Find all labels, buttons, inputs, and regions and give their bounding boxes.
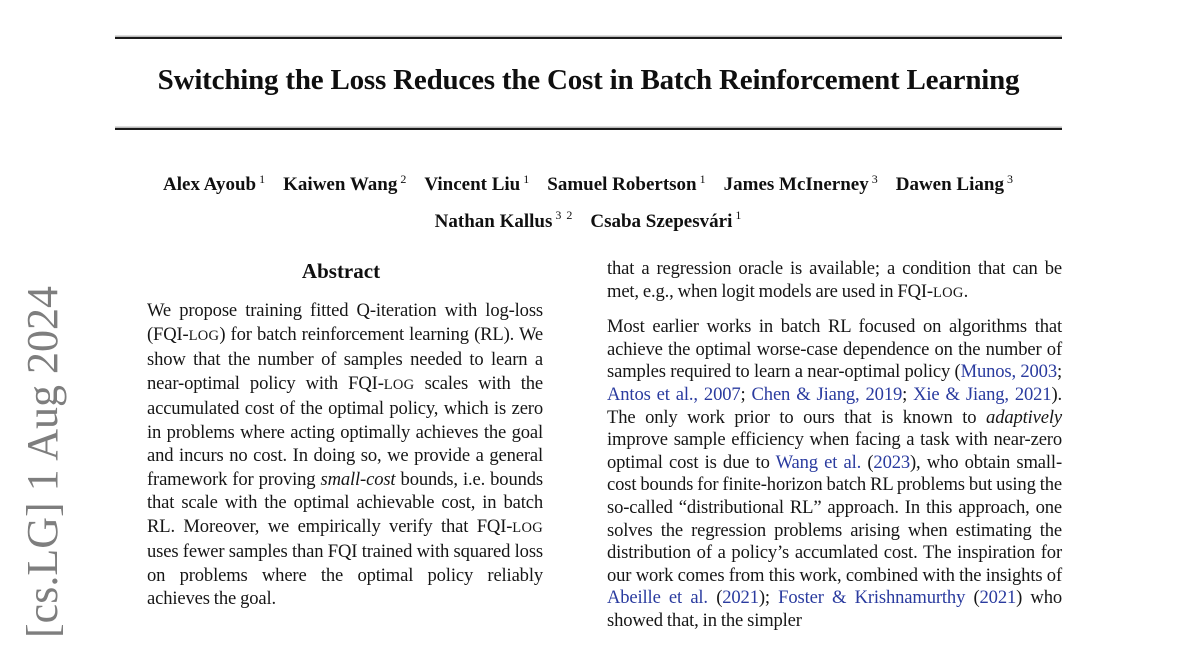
author-line-1 bbox=[90, 164, 1087, 200]
text-segment: ; bbox=[740, 383, 752, 405]
text-segment: ( bbox=[965, 587, 980, 609]
text-segment: ( bbox=[707, 587, 723, 609]
author-name bbox=[896, 174, 1014, 195]
author-affiliation-sup: 3 2 bbox=[555, 208, 574, 223]
intro-paragraph-related-work bbox=[607, 316, 1062, 632]
text-segment: bounds, i.e. bounds that scale with the optimal achievable cost, in batch RL. Moreover, we empirically verify that FQI- bbox=[147, 468, 543, 537]
text-segment: ), who obtain small-cost bounds for finite-horizon batch RL problems but using the so-called “distributional RL” approach. In this approach, one solves the regression problems arising when estimating the distribution of a policy’s accumlated cost. The inspiration for our work comes from this work, combined with the insights of bbox=[607, 451, 1062, 586]
author-name bbox=[434, 208, 574, 232]
text-segment: ); bbox=[758, 587, 779, 609]
text-segment: small-cost bbox=[320, 468, 396, 490]
text-segment: scales with the accumulated cost of the optimal policy, which is zero in problems where acting optimally achieves the goal and incurs no cost. In doing so, we provide a general framework for proving bbox=[147, 372, 544, 490]
citation-link[interactable]: Foster & Krishnamurthy bbox=[778, 587, 966, 609]
author-name-text: James McInerney bbox=[723, 174, 869, 196]
author-block bbox=[90, 164, 1087, 237]
author-affiliation-sup: 1 bbox=[735, 208, 743, 223]
introduction-column bbox=[607, 258, 1062, 633]
author-name bbox=[424, 174, 530, 195]
author-name-text: Vincent Liu bbox=[424, 174, 521, 196]
author-name-text: Dawen Liang bbox=[895, 174, 1004, 196]
title-rule-bottom bbox=[115, 128, 1062, 130]
text-segment: LOG bbox=[188, 327, 220, 344]
author-name-text: Nathan Kallus bbox=[434, 210, 553, 232]
citation-link[interactable]: Munos, 2003 bbox=[960, 361, 1057, 383]
text-segment: ( bbox=[861, 451, 874, 473]
text-segment: that a regression oracle is available; a condition that can be met, e.g., when logit models are used in FQI- bbox=[607, 258, 1062, 302]
text-segment: ; bbox=[902, 383, 914, 405]
text-segment: ) for batch reinforcement learning (RL). We show that the number of samples needed to learn a near-optimal policy with FQI- bbox=[147, 323, 543, 394]
text-segment: ; bbox=[1056, 361, 1062, 383]
author-name bbox=[590, 208, 743, 232]
text-segment: adaptively bbox=[986, 406, 1062, 428]
author-name bbox=[163, 174, 266, 195]
text-segment: ) who showed that, in the simpler bbox=[607, 587, 1062, 631]
author-name bbox=[283, 174, 407, 195]
author-name-text: Samuel Robertson bbox=[547, 174, 697, 196]
author-affiliation-sup: 1 bbox=[699, 172, 707, 186]
text-segment: . bbox=[963, 280, 969, 302]
author-affiliation-sup: 3 bbox=[1006, 172, 1014, 186]
author-name-text: Kaiwen Wang bbox=[283, 174, 398, 196]
text-segment: LOG bbox=[383, 376, 415, 393]
abstract-text bbox=[147, 299, 543, 611]
text-segment: improve sample efficiency when facing a task with near-zero optimal cost is due to bbox=[607, 429, 1062, 473]
author-name-text: Csaba Szepesvári bbox=[590, 210, 733, 232]
text-segment: ). The only work prior to ours that is known to bbox=[607, 383, 1062, 428]
intro-paragraph-continued bbox=[607, 258, 1062, 304]
text-segment: Most earlier works in batch RL focused on algorithms that achieve the optimal worse-case dependence on the number of samples required to learn a near-optimal policy ( bbox=[607, 316, 1062, 383]
author-name bbox=[724, 174, 879, 195]
text-segment: We propose training fitted Q-iteration with log-loss (FQI- bbox=[147, 300, 543, 345]
citation-link[interactable]: 2023 bbox=[873, 451, 911, 473]
citation-link[interactable]: 2021 bbox=[979, 587, 1017, 609]
citation-link[interactable]: Antos et al., 2007 bbox=[607, 383, 741, 405]
arxiv-stamp: [cs.LG] 1 Aug 2024 bbox=[18, 286, 67, 638]
author-affiliation-sup: 2 bbox=[400, 172, 408, 186]
citation-link[interactable]: Xie & Jiang, 2021 bbox=[913, 383, 1052, 405]
citation-link[interactable]: Abeille et al. bbox=[607, 587, 708, 609]
author-affiliation-sup: 1 bbox=[259, 172, 267, 186]
text-segment: uses fewer samples than FQI trained with squared loss on problems where the optimal policy reliably achieves the goal. bbox=[147, 541, 543, 609]
author-affiliation-sup: 3 bbox=[871, 172, 879, 186]
author-name bbox=[547, 174, 706, 195]
author-affiliation-sup: 1 bbox=[523, 172, 531, 186]
citation-link[interactable]: Chen & Jiang, 2019 bbox=[751, 383, 903, 405]
citation-link[interactable]: 2021 bbox=[722, 587, 759, 609]
text-segment: LOG bbox=[512, 519, 543, 536]
paper-title: Switching the Loss Reduces the Cost in Batch Reinforcement Learning bbox=[157, 64, 1020, 96]
author-name-text: Alex Ayoub bbox=[163, 174, 257, 196]
title-rule-top bbox=[115, 37, 1062, 39]
abstract-heading: Abstract bbox=[301, 259, 381, 283]
author-line-2 bbox=[90, 200, 1087, 236]
citation-link[interactable]: Wang et al. bbox=[775, 451, 862, 473]
text-segment: LOG bbox=[932, 284, 964, 301]
